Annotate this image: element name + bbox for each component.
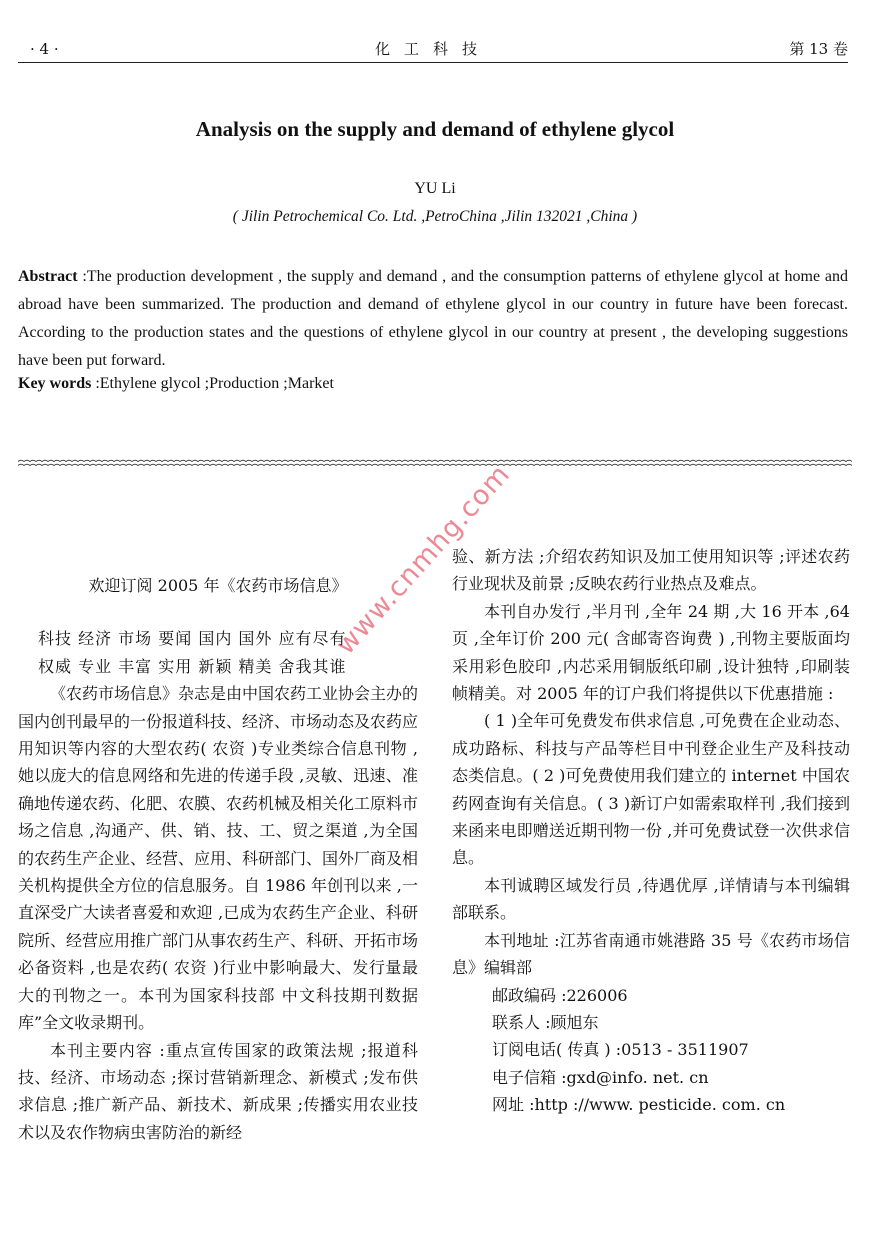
advert-contact-person: 联系人 :顾旭东 [492, 1012, 599, 1032]
abstract [18, 263, 848, 375]
article-title: Analysis on the supply and demand of ethylene glycol [195, 117, 675, 141]
advert-publish-info: 本刊自办发行 ,半月刊 ,全年 24 期 ,大 16 开本 ,64 页 ,全年订价 200 元( 含邮寄咨询费 ) ,刊物主要版面均采用彩色胶印 ,内芯采用铜版纸印刷 ,设计独特 ,印刷装帧精美。对 2005 年的订户我们将提供以下优惠措施 : [452, 601, 850, 704]
advert-content: 本刊主要内容 :重点宣传国家的政策法规 ;报道科技、经济、市场动态 ;探讨营销新理念、新模式 ;发布供求信息 ;推广新产品、新技术、新成果 ;传播实用农业技术以及农作物病虫害防治的新经 [18, 1040, 418, 1142]
wavy-divider [18, 458, 852, 468]
advert-email: 电子信箱 :gxd@info. net. cn [492, 1067, 709, 1087]
advert-slogan-1: 科技 经济 市场 要闻 国内 国外 应有尽有 [38, 629, 347, 649]
advert-intro: 《农药市场信息》杂志是由中国农药工业协会主办的国内创刊最早的一份报道科技、经济、市场动态及农药应用知识等内容的大型农药( 农资 )专业类综合信息刊物 ,她以庞大的信息网络和先进的传递手段 ,灵敏、迅速、准确地传递农药、化肥、农膜、农药机械及相关化工原料市场之信息 ,沟通产、供、销、技、工、贸之渠道 ,为全国的农药生产企业、经营、应用、科研部门、国外厂商及相关机构提供全方位的信息服务。自 1986 年创刊以来 ,一直深受广大读者喜爱和欢迎 ,已成为农药生产企业、科研院所、经营应用推广部门从事农药生产、科研、开拓市场必备资料 ,也是农药( 农资 )行业中影响最大、发行量最大的刊物之一。本刊为国家科技部 中文科技期刊数据库”全文收录期刊。 [18, 684, 419, 1033]
keywords-text: :Ethylene glycol ;Production ;Market [91, 375, 334, 392]
article-author: YU Li [414, 180, 456, 197]
advert-phone: 订阅电话( 传真 ) :0513 - 3511907 [492, 1040, 749, 1060]
watermark: www.cnmhg.com [330, 458, 517, 661]
advert-right-column [452, 543, 850, 1119]
volume-number: 第 13 卷 [789, 40, 848, 58]
advert-recruit: 本刊诚聘区域发行员 ,待遇优厚 ,详情请与本刊编辑部联系。 [452, 875, 850, 923]
advert-website: 网址 :http ://www. pesticide. com. cn [492, 1095, 786, 1115]
advert-title: 欢迎订阅 2005 年《农药市场信息》 [88, 576, 348, 595]
journal-name: 化工科技 [374, 40, 491, 58]
abstract-text: :The production development , the supply and demand , and the consumption patterns of ethylene glycol at home and abroad have been summarized. The production and demand of ethylene glycol in our country in future have been forecast. According to the production states and the questions of ethylene glycol in our country at present , the developing suggestions have been put forward. [18, 268, 848, 369]
keywords-label: Key words [18, 375, 92, 392]
advert-content-continued: 验、新方法 ;介绍农药知识及加工使用知识等 ;评述农药行业现状及前景 ;反映农药行业热点及难点。 [452, 547, 850, 594]
advert-offers: ( 1 )全年可免费发布供求信息 ,可免费在企业动态、成功路标、科技与产品等栏目中刊登企业生产及科技动态类信息。( 2 )可免费使用我们建立的 internet 中国农药网查询有关信息。( 3 )新订户如需索取样刊 ,我们接到来函来电即赠送近期刊物一份 ,并可免费试登一次供求信息。 [452, 711, 850, 868]
advert-left-column [18, 572, 418, 1146]
advert-slogan-2: 权威 专业 丰富 实用 新颖 精美 舍我其谁 [38, 656, 347, 676]
article-affiliation: ( Jilin Petrochemical Co. Ltd. ,PetroChina ,Jilin 132021 ,China ) [232, 208, 638, 225]
advert-postcode: 邮政编码 :226006 [492, 985, 628, 1005]
running-header [18, 36, 848, 63]
keywords [18, 375, 334, 393]
advert-address: 本刊地址 :江苏省南通市姚港路 35 号《农药市场信息》编辑部 [452, 930, 850, 978]
abstract-label: Abstract [18, 268, 78, 285]
page-number: · 4 · [30, 40, 59, 58]
